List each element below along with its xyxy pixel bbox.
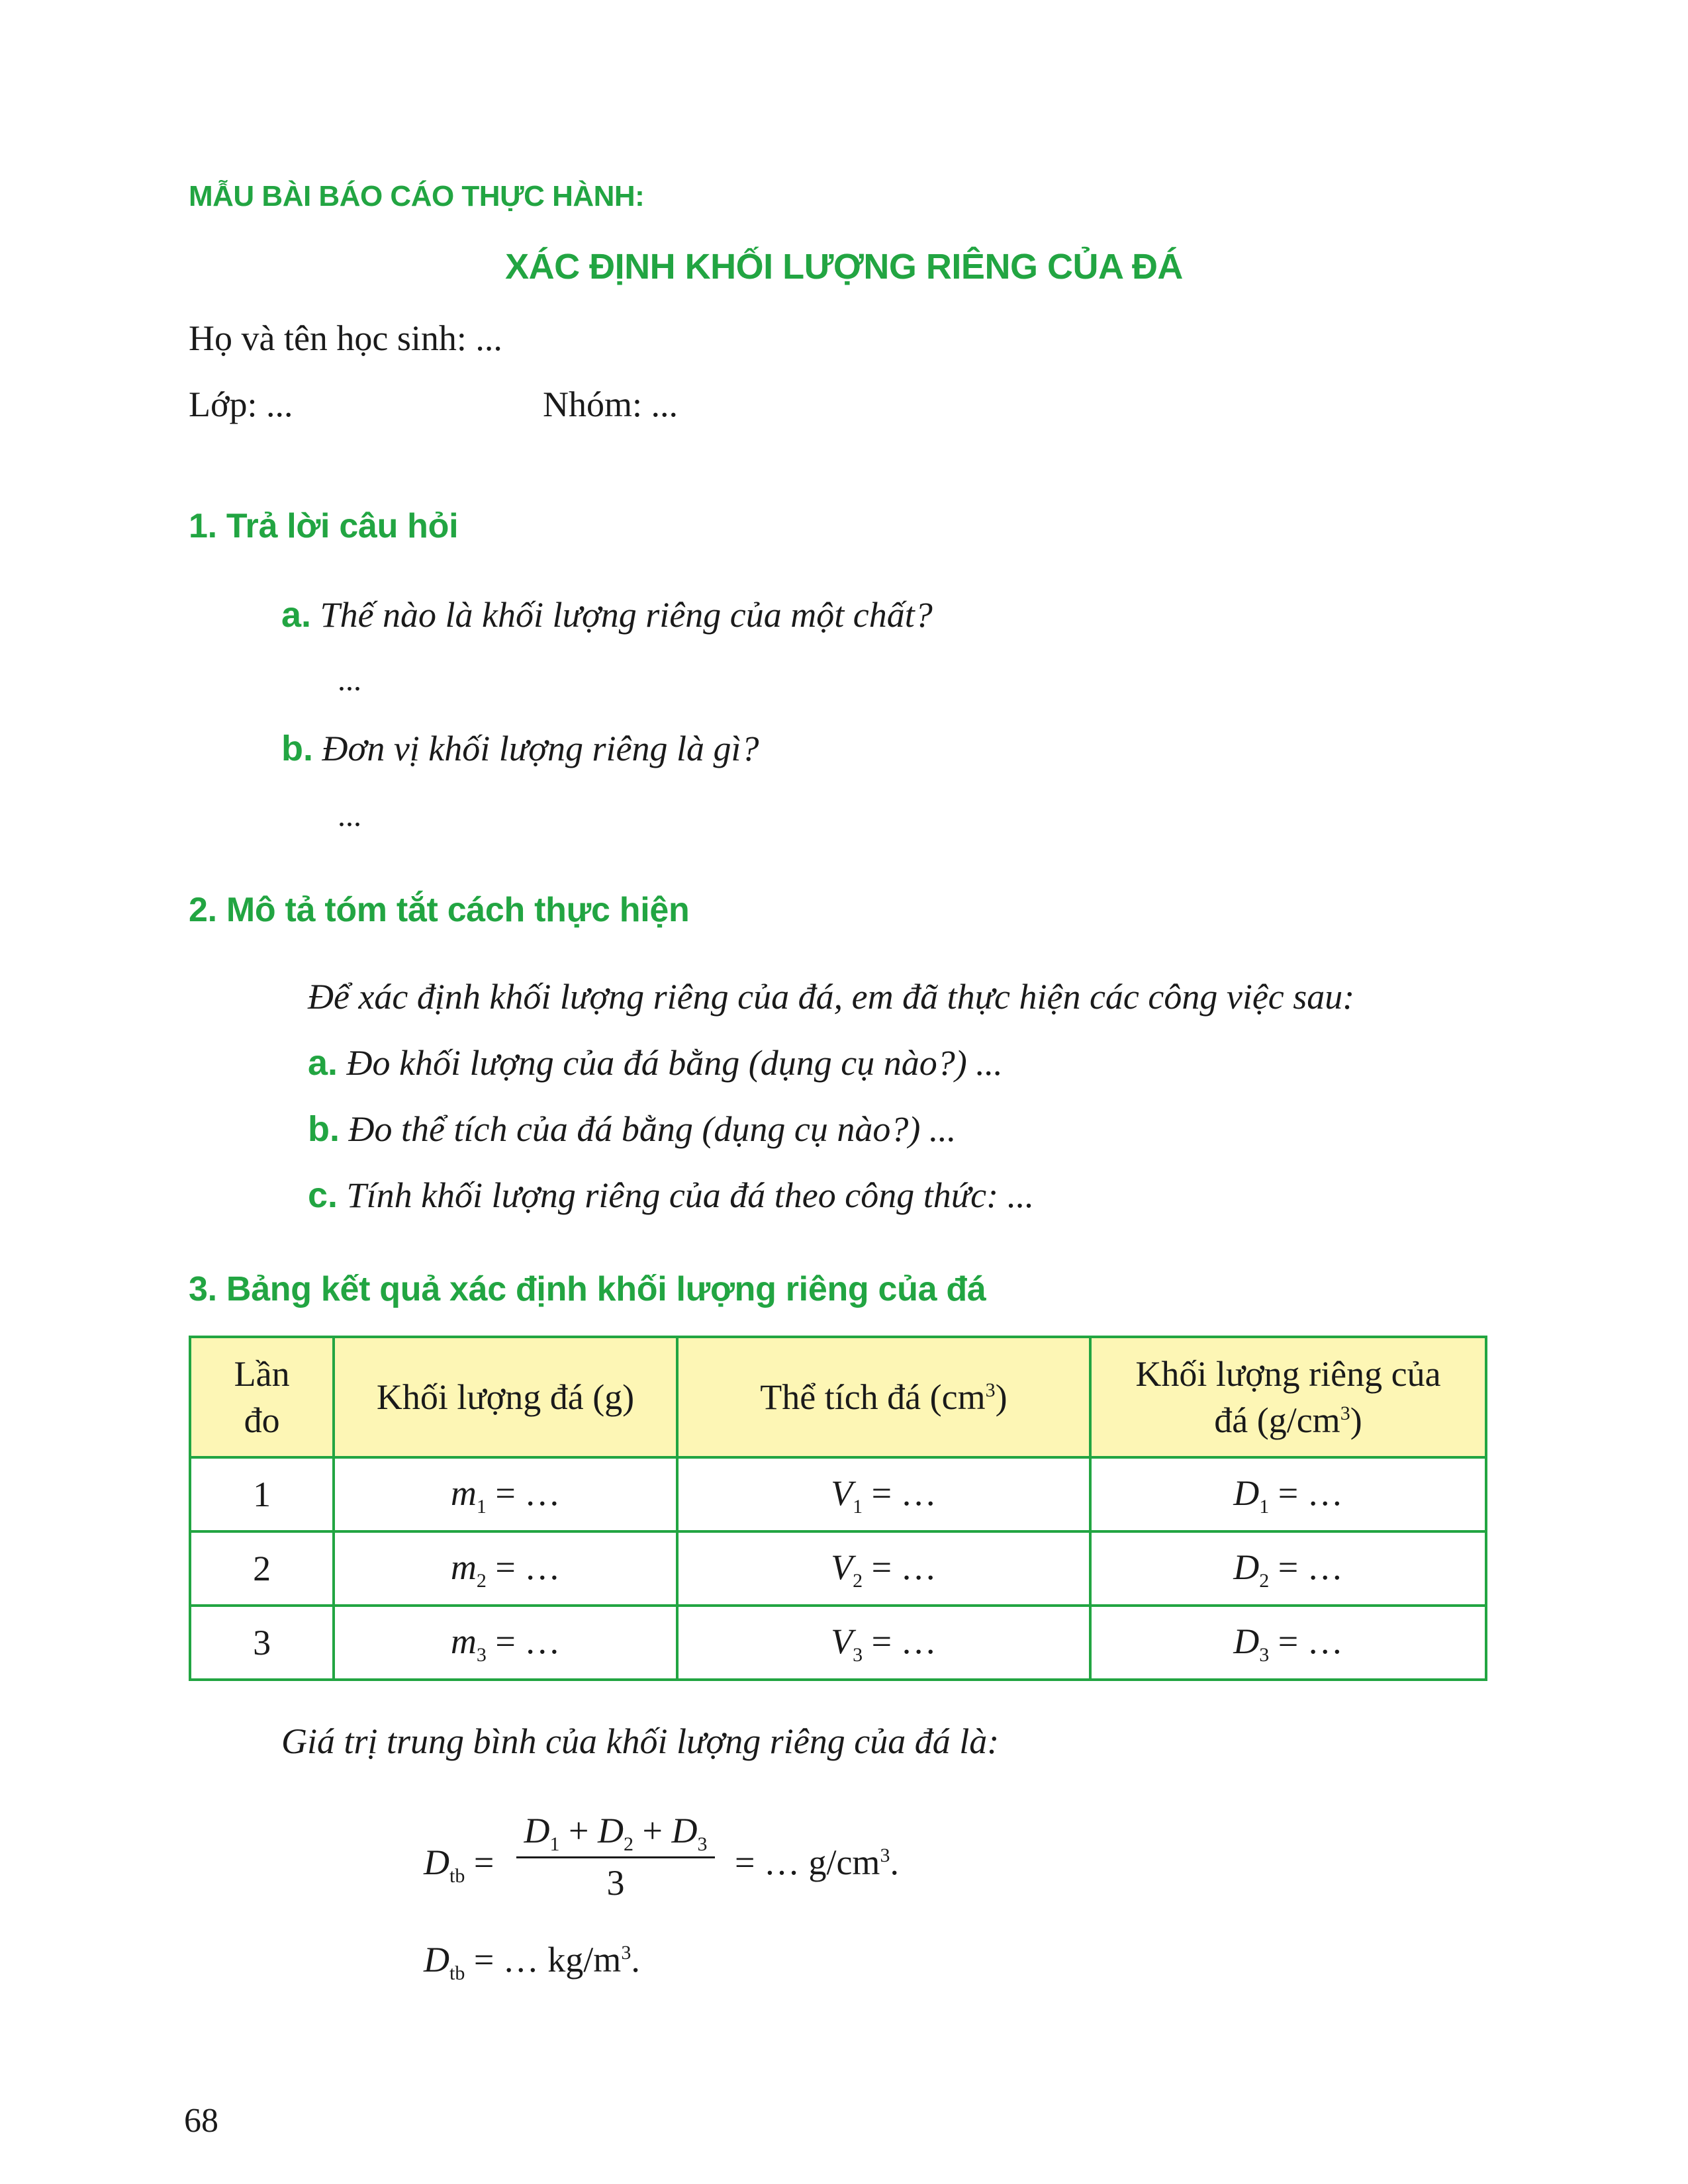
procedure-step-b-text: Đo thể tích của đá bằng (dụng cụ nào?) ... <box>348 1109 957 1149</box>
question-a-text: Thế nào là khối lượng riêng của một chất? <box>320 595 933 635</box>
table-row <box>190 1457 1486 1531</box>
header-mass: Khối lượng đá (g) <box>334 1337 677 1457</box>
question-b <box>281 728 759 769</box>
mass-cell: $m_1$ = … <box>334 1457 677 1531</box>
formula-fraction <box>516 1810 715 1903</box>
procedure-step-a-mark: a. <box>308 1043 338 1083</box>
procedure-step-a-text: Đo khối lượng của đá bằng (dụng cụ nào?) ... <box>346 1043 1003 1083</box>
trial-cell: 1 <box>190 1457 334 1531</box>
results-table <box>189 1336 1487 1681</box>
procedure-step-a <box>308 1042 1003 1083</box>
formula-rhs: = … $g/cm^3$. <box>735 1843 899 1882</box>
class-line: Lớp: ... <box>189 385 293 424</box>
average-text: Giá trị trung bình của khối lượng riêng của đá là: <box>281 1721 1000 1761</box>
density-cell: $D_2$ = … <box>1090 1531 1486 1606</box>
mass-cell: $m_3$ = … <box>334 1606 677 1680</box>
procedure-step-c-mark: c. <box>308 1175 338 1215</box>
procedure-step-c-text: Tính khối lượng riêng của đá theo công thức: ... <box>346 1175 1035 1215</box>
procedure-step-b-mark: b. <box>308 1109 340 1149</box>
procedure-intro: Để xác định khối lượng riêng của đá, em đã thực hiện các công việc sau: <box>308 977 1355 1017</box>
section-3-heading: 3. Bảng kết quả xác định khối lượng riêng của đá <box>189 1270 986 1308</box>
density-cell: $D_1$ = … <box>1090 1457 1486 1531</box>
report-title: XÁC ĐỊNH KHỐI LƯỢNG RIÊNG CỦA ĐÁ <box>505 247 1183 287</box>
question-a <box>281 594 933 635</box>
header-volume: Thể tích đá $(cm^3)$ <box>677 1337 1090 1457</box>
table-row <box>190 1531 1486 1606</box>
table-header-row <box>190 1337 1486 1457</box>
student-name-line: Họ và tên học sinh: ... <box>189 318 502 358</box>
fraction-bar <box>516 1856 715 1858</box>
section-1-heading: 1. Trả lời câu hỏi <box>189 507 459 545</box>
report-label: MẪU BÀI BÁO CÁO THỰC HÀNH: <box>189 180 645 212</box>
question-b-text: Đơn vị khối lượng riêng là gì? <box>322 729 759 768</box>
density-cell: $D_3$ = … <box>1090 1606 1486 1680</box>
section-2-heading: 2. Mô tả tóm tắt cách thực hiện <box>189 891 690 929</box>
question-b-mark: b. <box>281 729 313 768</box>
trial-cell: 3 <box>190 1606 334 1680</box>
trial-cell: 2 <box>190 1531 334 1606</box>
answer-a: ... <box>338 662 361 698</box>
result-kg-line: $D_{tb}$ = … $kg/m^3$. <box>424 1940 640 1984</box>
question-a-mark: a. <box>281 595 312 635</box>
group-line: Nhóm: ... <box>543 385 679 424</box>
mass-cell: $m_2$ = … <box>334 1531 677 1606</box>
formula-lhs: $D_{tb}$ = <box>424 1843 494 1887</box>
table-row <box>190 1606 1486 1680</box>
procedure-step-c <box>308 1175 1034 1216</box>
procedure-step-b <box>308 1109 956 1150</box>
volume-cell: $V_2$ = … <box>677 1531 1090 1606</box>
volume-cell: $V_1$ = … <box>677 1457 1090 1531</box>
answer-b: ... <box>338 798 361 833</box>
page-number: 68 <box>184 2102 218 2140</box>
header-density: Khối lượng riêng của đá $(g/cm^3)$ <box>1090 1337 1486 1457</box>
header-trial: Lần đo <box>190 1337 334 1457</box>
formula-denominator: 3 <box>606 1863 625 1903</box>
formula-numerator: $D_1 + D_2 + D_3$ <box>524 1811 708 1855</box>
volume-cell: $V_3$ = … <box>677 1606 1090 1680</box>
